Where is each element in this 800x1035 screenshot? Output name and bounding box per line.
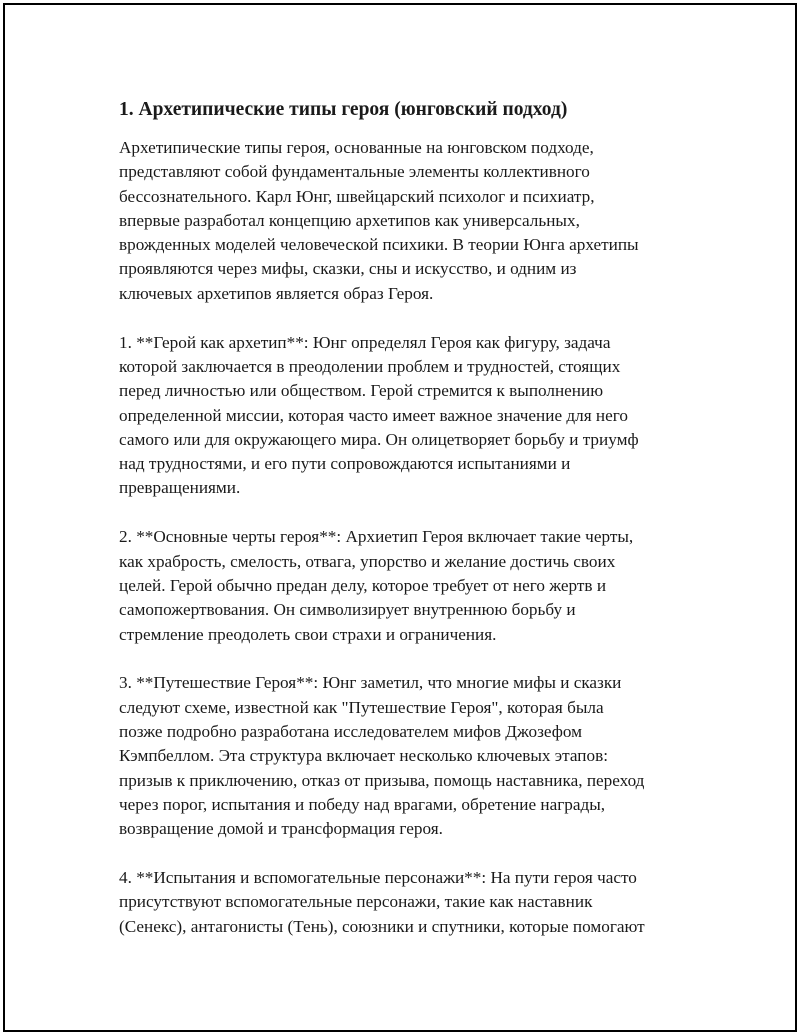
text-line: представляют собой фундаментальные элементы коллективного [119,162,590,182]
text-line: следуют схеме, известной как "Путешествие Героя", которая была [119,697,604,717]
text-line: превращениями. [119,478,241,498]
text-line: ключевых архетипов является образ Героя. [119,283,434,303]
text-line: стремление преодолеть свои страхи и ограничения. [119,624,497,644]
text-line: позже подробно разработана исследователем мифов Джозефом [119,722,582,742]
text-line: впервые разработал концепцию архетипов как универсальных, [119,210,580,230]
text-line: как храбрость, смелость, отвага, упорство и желание достичь своих [119,551,616,571]
text-line: призыв к приключению, отказ от призыва, помощь наставника, переход [119,770,645,790]
paragraphs-container [119,136,699,939]
text-line: бессознательного. Карл Юнг, швейцарский психолог и психиатр, [119,186,595,206]
text-line: (Сенекс), антагонисты (Тень), союзники и спутники, которые помогают [119,916,645,936]
section-heading: 1. Архетипические типы героя (юнговский подход) [119,99,568,120]
text-line: 1. **Герой как архетип**: Юнг определял Героя как фигуру, задача [119,332,611,352]
text-line: которой заключается в преодолении проблем и трудностей, стоящих [119,356,621,376]
text-line: проявляются через мифы, сказки, сны и искусство, и одним из [119,259,577,279]
text-line: самопожертвования. Он символизирует внутреннюю борьбу и [119,600,576,620]
text-line: 4. **Испытания и вспомогательные персонажи**: На пути героя часто [119,868,637,888]
text-line: перед личностью или обществом. Герой стремится к выполнению [119,381,604,401]
document-body [119,96,699,964]
paragraph [119,866,699,939]
text-line: определенной миссии, которая часто имеет важное значение для него [119,405,628,425]
text-line: Кэмпбеллом. Эта структура включает несколько ключевых этапов: [119,746,608,766]
paragraph [119,331,699,501]
text-line: присутствуют вспомогательные персонажи, такие как наставник [119,892,593,912]
paragraph [119,136,699,306]
page-frame [3,3,797,1032]
text-line: врожденных моделей человеческой психики. В теории Юнга архетипы [119,235,639,255]
text-line: Архетипические типы героя, основанные на юнговском подходе, [119,138,594,157]
text-line: 2. **Основные черты героя**: Архиетип Героя включает такие черты, [119,527,634,547]
text-line: над трудностями, и его пути сопровождаются испытаниями и [119,454,571,474]
text-line: через порог, испытания и победу над врагами, обретение награды, [119,794,606,814]
text-line: самого или для окружающего мира. Он олицетворяет борьбу и триумф [119,429,639,449]
paragraph [119,525,699,646]
text-line: 3. **Путешествие Героя**: Юнг заметил, что многие мифы и сказки [119,673,622,693]
text-line: возвращение домой и трансформация героя. [119,819,443,839]
text-line: целей. Герой обычно предан делу, которое требует от него жертв и [119,575,607,595]
paragraph [119,671,699,841]
